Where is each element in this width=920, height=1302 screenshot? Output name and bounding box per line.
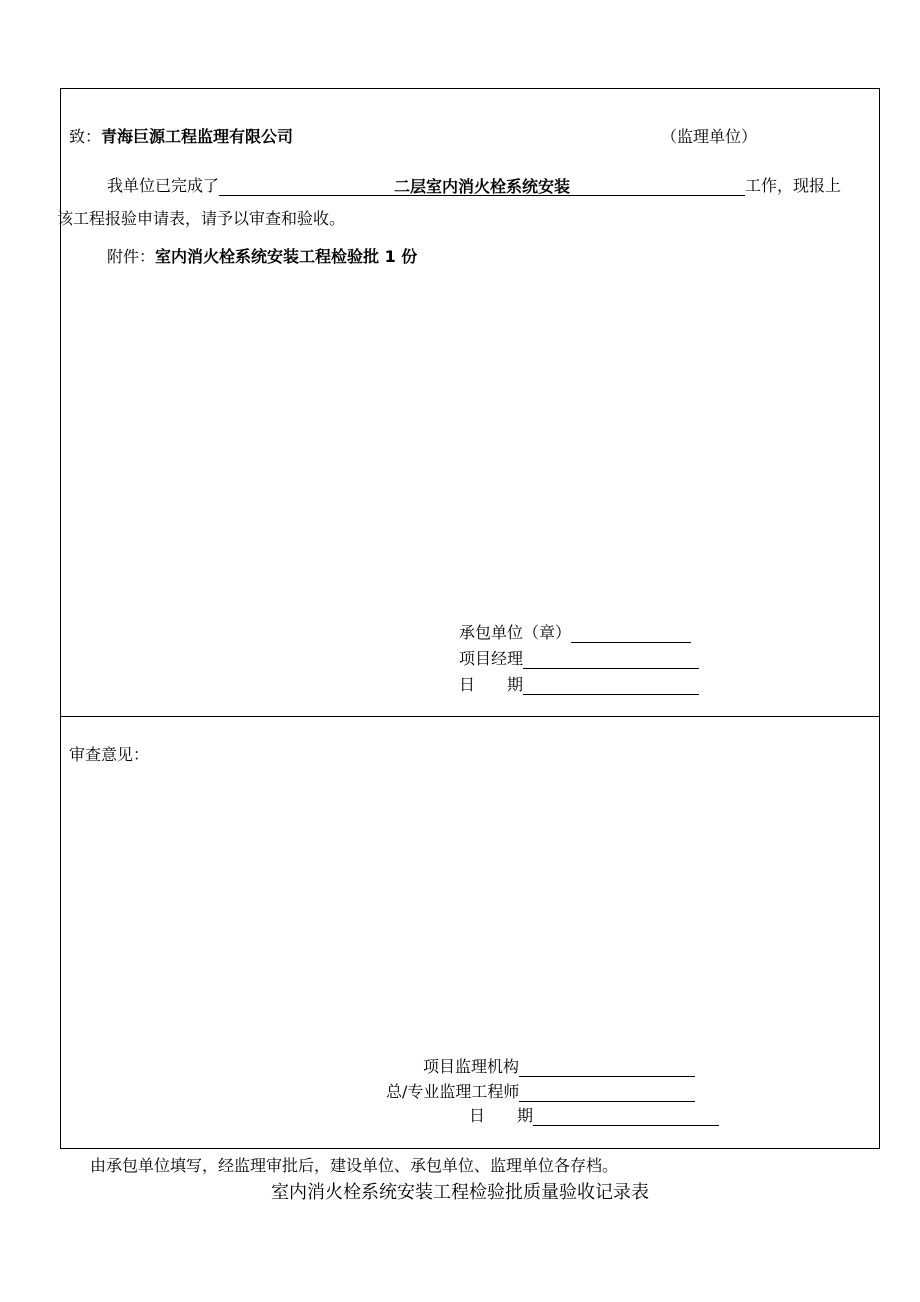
contractor-blank [571,624,691,643]
addressee-line [69,127,293,147]
request-date-blank [523,676,699,695]
document-title: 室内消火栓系统安装工程检验批质量验收记录表 [271,1182,649,1203]
request-date-line [459,675,699,695]
addressee-company: 青海巨源工程监理有限公司 [101,127,294,146]
review-date-line [469,1106,719,1126]
filing-footnote: 由承包单位填写，经监理审批后，建设单位、承包单位、监理单位各存档。 [90,1156,619,1175]
engineer-signature-line [386,1082,695,1102]
attachment-text: 室内消火栓系统安装工程检验批 1 份 [155,247,418,266]
contractor-label: 承包单位（章） [459,623,572,642]
inspection-request-form [57,88,880,1149]
review-date-blank [533,1107,719,1126]
contractor-signature-line [459,623,691,643]
section-divider [61,716,879,717]
engineer-blank [519,1083,695,1102]
addressee-prefix: 致： [69,127,102,146]
review-date-label: 日 期 [469,1106,534,1125]
body-line-1 [107,176,841,196]
addressee-role: （监理单位） [661,127,758,146]
manager-blank [523,650,699,669]
review-label: 审查意见： [69,745,150,764]
body-suffix: 工作，现报上 [745,176,842,195]
request-date-label: 日 期 [459,675,524,694]
body-prefix: 我单位已完成了 [107,176,220,195]
agency-signature-line [423,1057,695,1077]
work-item-field [219,177,745,196]
body-line-2: 该工程报验申请表，请予以审查和验收。 [57,209,346,228]
attachment-line [107,247,417,267]
attachment-prefix: 附件： [107,247,156,266]
agency-label: 项目监理机构 [423,1057,520,1076]
engineer-label: 总/专业监理工程师 [386,1082,520,1101]
manager-label: 项目经理 [459,649,524,668]
manager-signature-line [459,649,699,669]
work-item-value: 二层室内消火栓系统安装 [394,177,571,196]
agency-blank [519,1058,695,1077]
